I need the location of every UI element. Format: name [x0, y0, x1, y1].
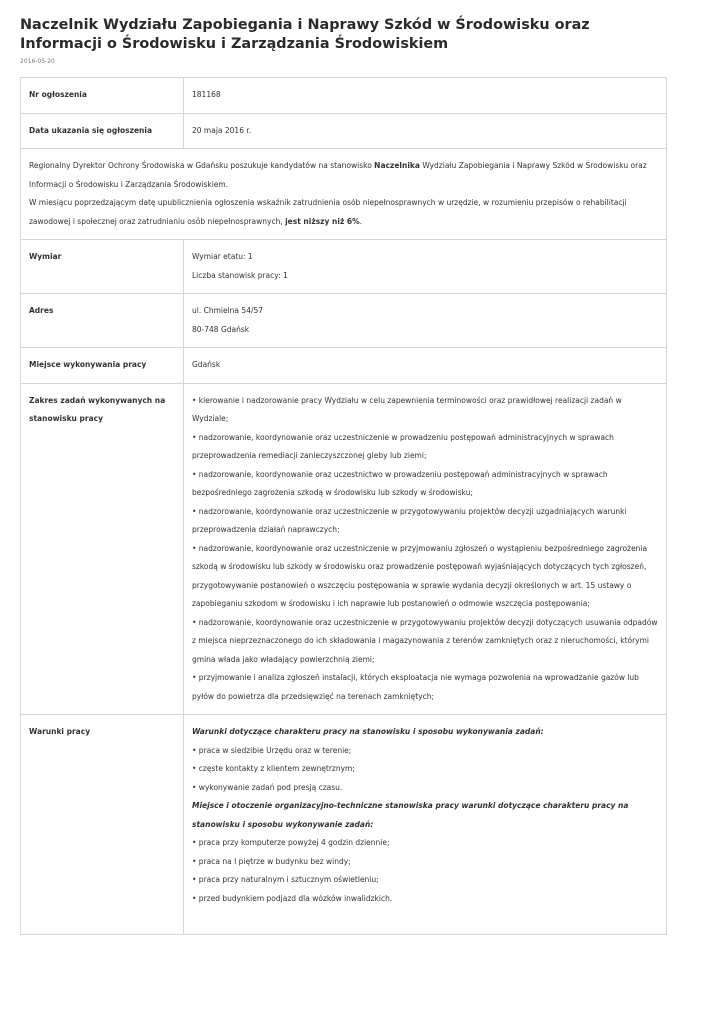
warunki-item: • praca w siedzibie Urzędu oraz w terenie;	[192, 745, 352, 755]
value-wymiar	[184, 240, 667, 294]
row-warunki	[21, 715, 667, 935]
row-wymiar	[21, 240, 667, 294]
warunki-heading-1: Warunki dotyczące charakteru pracy na stanowisku i sposobu wykonywania zadań:	[192, 727, 544, 736]
value-nr: 181168	[184, 78, 667, 114]
adres-line: 80-748 Gdańsk	[192, 324, 250, 334]
intro-paragraph-2	[29, 194, 658, 231]
warunki-item: • praca na I piętrze w budynku bez windy;	[192, 856, 351, 866]
wymiar-line: Wymiar etatu: 1	[192, 252, 253, 261]
row-miejsce	[21, 348, 667, 384]
warunki-item: • przed budynkiem podjazd dla wózków inwalidzkich.	[192, 893, 393, 903]
warunki-item: • wykonywanie zadań pod presją czasu.	[192, 782, 343, 792]
intro-text: Wydziału Zapobiegania i Naprawy Szkód w Środowisku oraz Informacji o Środowisku i Zarządzania Środowiskiem.	[29, 161, 647, 189]
warunki-item: • praca przy komputerze powyżej 4 godzin dziennie;	[192, 838, 390, 847]
page-title: Naczelnik Wydziału Zapobiegania i Naprawy Szkód w Środowisku oraz Informacji o Środowisku i Zarządzania Środowiskiem	[20, 17, 590, 52]
row-data-ukazania	[21, 113, 667, 149]
row-zakres	[21, 383, 667, 715]
warunki-heading-2: Miejsce i otoczenie organizacyjno-techniczne stanowiska pracy warunki dotyczące charakteru pracy na stanowisku i sposobu wykonywanie zadań:	[192, 801, 629, 829]
announcement-table	[20, 77, 667, 935]
label-data-ukazania: Data ukazania się ogłoszenia	[21, 113, 184, 149]
intro-cell	[21, 149, 667, 240]
zakres-item: • przyjmowanie i analiza zgłoszeń instalacji, których eksploatacja nie wymaga pozwolenia na wprowadzanie gazów lub pyłów do powietrza dla przedsięwzięć na terenach zamkniętych;	[192, 673, 639, 701]
value-zakres	[184, 383, 667, 715]
value-warunki	[184, 715, 667, 935]
value-miejsce: Gdańsk	[184, 348, 667, 384]
label-zakres: Zakres zadań wykonywanych na stanowisku pracy	[21, 383, 184, 715]
row-adres	[21, 294, 667, 348]
label-wymiar: Wymiar	[21, 240, 184, 294]
zakres-item: • kierowanie i nadzorowanie pracy Wydziału w celu zapewnienia terminowości oraz prawidłowej realizacji zadań w Wydziale;	[192, 395, 622, 423]
row-nr	[21, 78, 667, 114]
label-warunki: Warunki pracy	[21, 715, 184, 935]
zakres-item: • nadzorowanie, koordynowanie oraz uczestniczenie w przygotowywaniu projektów decyzji dotyczących usuwania odpadów z miejsca nieprzeznaczonego do ich składowania i magazynowania z terenów zamkniętych oraz z nieruchomości, którymi gmina włada jako władający powierzchnią ziemi;	[192, 617, 658, 664]
warunki-item: • częste kontakty z klientem zewnętrznym;	[192, 764, 355, 773]
zakres-item: • nadzorowanie, koordynowanie oraz uczestniczenie w prowadzeniu postępowań administracyjnych w sprawach przeprowadzenia remediacji zanieczyszczonej gleby lub ziemi;	[192, 432, 614, 460]
intro-bold: Naczelnika	[374, 161, 420, 170]
label-nr: Nr ogłoszenia	[21, 78, 184, 114]
label-miejsce: Miejsce wykonywania pracy	[21, 348, 184, 384]
value-adres	[184, 294, 667, 348]
zakres-item: • nadzorowanie, koordynowanie oraz uczestnictwo w prowadzeniu postępowań administracyjnych w sprawach bezpośredniego zagrożenia szkodą w środowisku lub szkody w środowisku;	[192, 469, 608, 497]
row-intro	[21, 149, 667, 240]
intro-text: W miesiącu poprzedzającym datę upublicznienia ogłoszenia wskaźnik zatrudnienia osób niepełnosprawnych w urzędzie, w rozumieniu przepisów o rehabilitacji zawodowej i społecznej oraz zatrudnianiu osób niepełnosprawnych,	[29, 198, 627, 226]
intro-text: Regionalny Dyrektor Ochrony Środowiska w Gdańsku poszukuje kandydatów na stanowisko	[29, 161, 375, 170]
warunki-item: • praca przy naturalnym i sztucznym oświetleniu;	[192, 875, 379, 884]
zakres-item: • nadzorowanie, koordynowanie oraz uczestniczenie w przygotowywaniu projektów decyzji uzgadniających warunki przeprowadzenia działań naprawczych;	[192, 506, 627, 534]
intro-text: .	[359, 216, 363, 226]
wymiar-line: Liczba stanowisk pracy: 1	[192, 270, 288, 280]
value-data-ukazania: 20 maja 2016 r.	[184, 113, 667, 149]
label-adres: Adres	[21, 294, 184, 348]
intro-paragraph-1	[29, 157, 658, 194]
adres-line: ul. Chmielna 54/57	[192, 306, 264, 315]
zakres-item: • nadzorowanie, koordynowanie oraz uczestniczenie w przyjmowaniu zgłoszeń o wystąpieniu bezpośredniego zagrożenia szkodą w środowisku lub szkody w środowisku oraz prowadzenie postępowań wyjaśniających dotyczących tych zgłoszeń, przygotowywanie postanowień o wszczęciu postępowania w sprawie wydania decyzji określonych w art. 15 ustawy o zapobieganiu szkodom w środowisku i ich naprawie lub postanowień o odmowie wszczęcia postępowania;	[192, 543, 648, 608]
intro-bold: jest niższy niż 6%	[285, 216, 360, 226]
publish-date: 2016-05-20	[20, 58, 55, 65]
